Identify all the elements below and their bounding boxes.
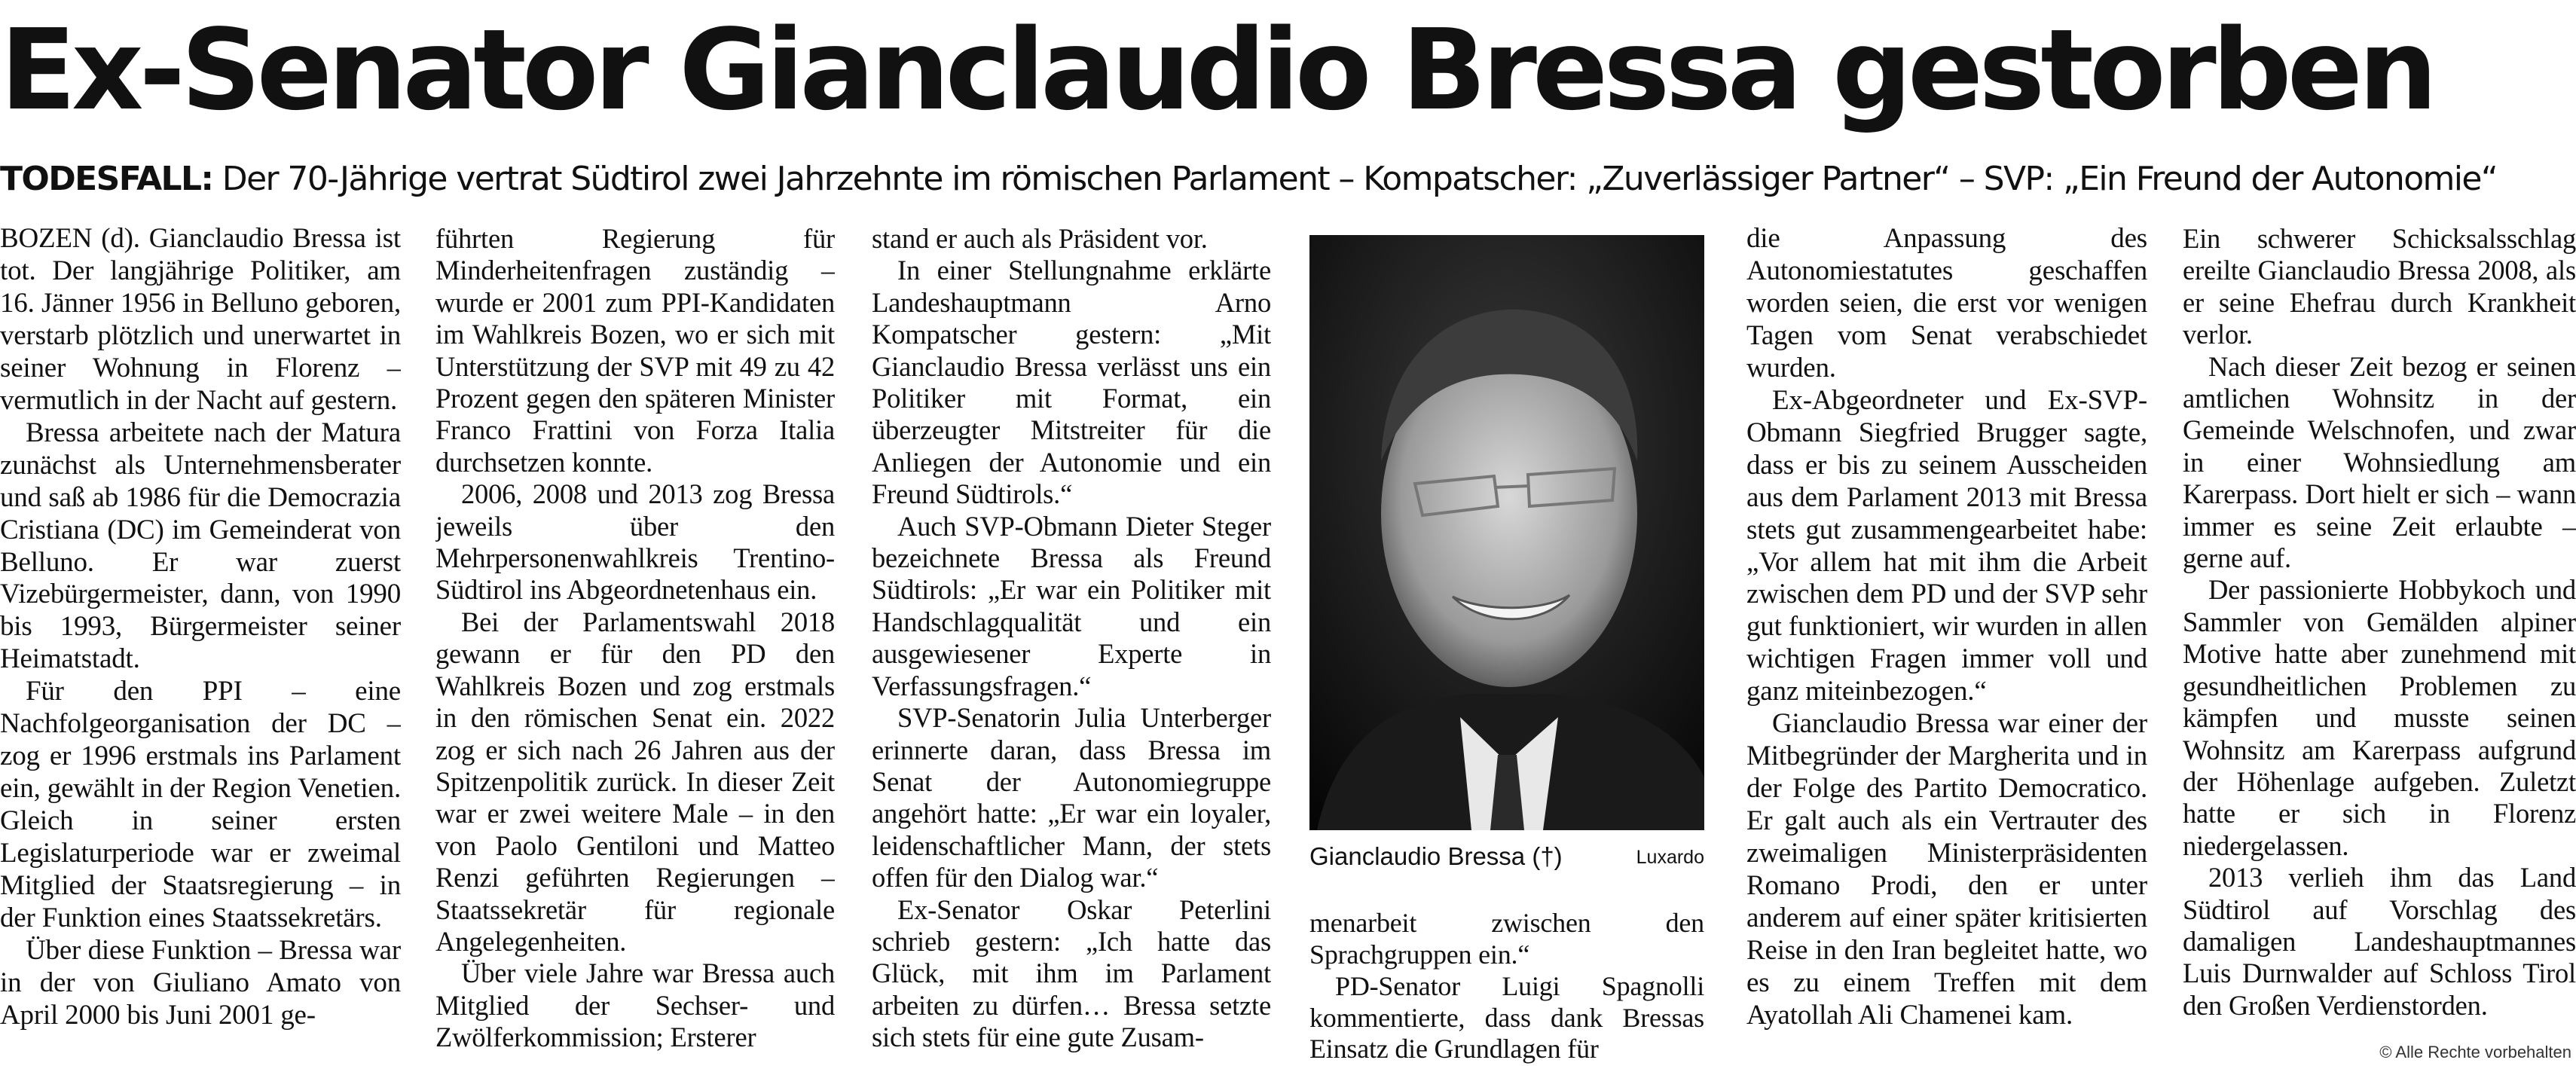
article-column-3 [872,223,1271,1063]
article-paragraph: Auch SVP-Obmann Dieter Steger bezeichnete Bressa als Freund Südtirols: „Er war ein Politiker mit Handschlagqualität und ein ausgewiesener Experte in Verfassungsfragen.“ [872,510,1271,701]
article-column-2 [435,223,835,1063]
portrait-photo [1309,235,1704,830]
photo-caption [1309,842,1704,880]
article-paragraph: führten Regierung für Minderheitenfragen zuständig – wurde er 2001 zum PPI-Kandidaten im Wahlkreis Bozen, wo er sich mit Unterstützung der SVP mit 49 zu 42 Prozent gegen den späteren Minister Franco Frattini von Forza Italia durchsetzen konnte. [435,223,835,478]
article-paragraph: Über viele Jahre war Bressa auch Mitglied der Sechser- und Zwölferkommission; Ersterer [435,958,835,1053]
headline: Ex-Senator Gianclaudio Bressa gestorben [0,5,2434,135]
article-paragraph: Bei der Parlamentswahl 2018 gewann er für den PD den Wahlkreis Bozen und zog erstmals in den römischen Senat ein. 2022 zog er sich nach 26 Jahren aus der Spitzenpolitik zurück. In dieser Zeit war er zwei weitere Male – in den von Paolo Gentiloni und Matteo Renzi geführten Regierungen – Staatssekretär für regionale Angelegenheiten. [435,606,835,957]
photo-credit: Luxardo [1636,847,1704,868]
article-paragraph: Bressa arbeitete nach der Matura zunächst als Unternehmensberater und saß ab 1986 für die Democrazia Cristiana (DC) im Gemeinderat von Belluno. Er war zuerst Vizebürgermeister, dann, von 1990 bis 1993, Bürgermeister seiner Heimatstadt. [0,417,401,675]
article-paragraph: menarbeit zwischen den Sprachgruppen ein.“ [1309,908,1704,970]
article-column-4 [1309,908,1704,1066]
article-paragraph: Nach dieser Zeit bezog er seinen amtlichen Wohnsitz in der Gemeinde Welschnofen, und zwar in einer Wohnsiedlung am Karerpass. Dort hielt er sich – wann immer es seine Zeit erlaubte – gerne auf. [2183,350,2576,574]
article-paragraph: PD-Senator Luigi Spagnolli kommentierte, dass dank Bressas Einsatz die Grundlagen für [1309,970,1704,1064]
article-paragraph: 2013 verlieh ihm das Land Südtirol auf Vorschlag des damaligen Landeshauptmannes Luis Durnwalder auf Schloss Tirol den Großen Verdienstorden. [2183,862,2576,1021]
article-paragraph: 2006, 2008 und 2013 zog Bressa jeweils über den Mehrpersonenwahlkreis Trentino-Südtirol ins Abgeordnetenhaus ein. [435,478,835,606]
caption-text: Gianclaudio Bressa (†) [1309,842,1563,870]
article-paragraph: Über diese Funktion – Bressa war in der von Giuliano Amato von April 2000 bis Juni 2001 ge- [0,934,401,1031]
kicker: TODESFALL: [0,160,213,198]
article-paragraph: die Anpassung des Autonomiestatutes geschaffen worden seien, die erst vor wenigen Tagen vom Senat verabschiedet wurden. [1746,223,2147,383]
article-column-5 [1746,223,2147,1063]
article-column-6 [2183,223,2576,1022]
article-paragraph: BOZEN (d). Gianclaudio Bressa ist tot. Der langjährige Politiker, am 16. Jänner 1956 in Belluno geboren, verstarb plötzlich und unerwartet in seiner Wohnung in Florenz – vermutlich in der Nacht auf gestern. [0,223,401,416]
copyright-notice: © Alle Rechte vorbehalten [2379,1043,2571,1061]
article-paragraph: Für den PPI – eine Nachfolgeorganisation der DC – zog er 1996 erstmals ins Parlament ein, gewählt in der Region Venetien. Gleich in seiner ersten Legislaturperiode war er zweimal Mitglied der Staatsregierung – in der Funktion eines Staatssekretärs. [0,676,401,934]
article-paragraph: Ex-Abgeordneter und Ex-SVP-Obmann Siegfried Brugger sagte, dass er bis zu seinem Ausscheiden aus dem Parlament 2013 mit Bressa stets gut zusammengearbeitet habe: „Vor allem hat mit ihm die Arbeit zwischen dem PD und der SVP sehr gut funktioniert, wir wurden in allen wichtigen Fragen immer voll und ganz miteinbezogen.“ [1746,384,2147,707]
article-paragraph: Gianclaudio Bressa war einer der Mitbegründer der Margherita und in der Folge des Partito Democratico. Er galt auch als ein Vertrauter des zweimaligen Ministerpräsidenten Romano Prodi, den er unter anderem auf einer später kritisierten Reise in den Iran begleitet hatte, wo es zu einem Treffen mit dem Ayatollah Ali Chamenei kam. [1746,708,2147,1031]
article-paragraph: In einer Stellungnahme erklärte Landeshauptmann Arno Kompatscher gestern: „Mit Gianclaudio Bressa verlässt uns ein Politiker mit Format, ein überzeugter Mitstreiter für die Anliegen der Autonomie und ein Freund Südtirols.“ [872,255,1271,510]
subheadline [0,158,2576,200]
article-paragraph: Der passionierte Hobbykoch und Sammler von Gemälden alpiner Motive hatte aber zunehmend mit gesundheitlichen Problemen zu kämpfen und musste seinen Wohnsitz am Karerpass aufgrund der Höhenlage aufgeben. Zuletzt hatte er sich in Florenz niedergelassen. [2183,574,2576,861]
article-column-1 [0,223,401,1063]
article-paragraph: Ex-Senator Oskar Peterlini schrieb gestern: „Ich hatte das Glück, mit ihm im Parlament arbeiten zu dürfen… Bressa setzte sich stets für eine gute Zusam- [872,893,1271,1053]
article-paragraph: SVP-Senatorin Julia Unterberger erinnerte daran, dass Bressa im Senat der Autonomiegruppe angehört hatte: „Er war ein loyaler, leidenschaftlicher Mann, der stets offen für den Dialog war.“ [872,702,1271,893]
article-paragraph: stand er auch als Präsident vor. [872,223,1208,254]
portrait-image [1309,235,1704,830]
article-paragraph: Ein schwerer Schicksalsschlag ereilte Gianclaudio Bressa 2008, als er seine Ehefrau durch Krankheit verlor. [2183,223,2576,350]
subheadline-text: Der 70-Jährige vertrat Südtirol zwei Jahrzehnte im römischen Parlament – Kompatscher: „Zuverlässiger Partner“ – SVP: „Ein Freund der Autonomie“ [212,160,2498,198]
